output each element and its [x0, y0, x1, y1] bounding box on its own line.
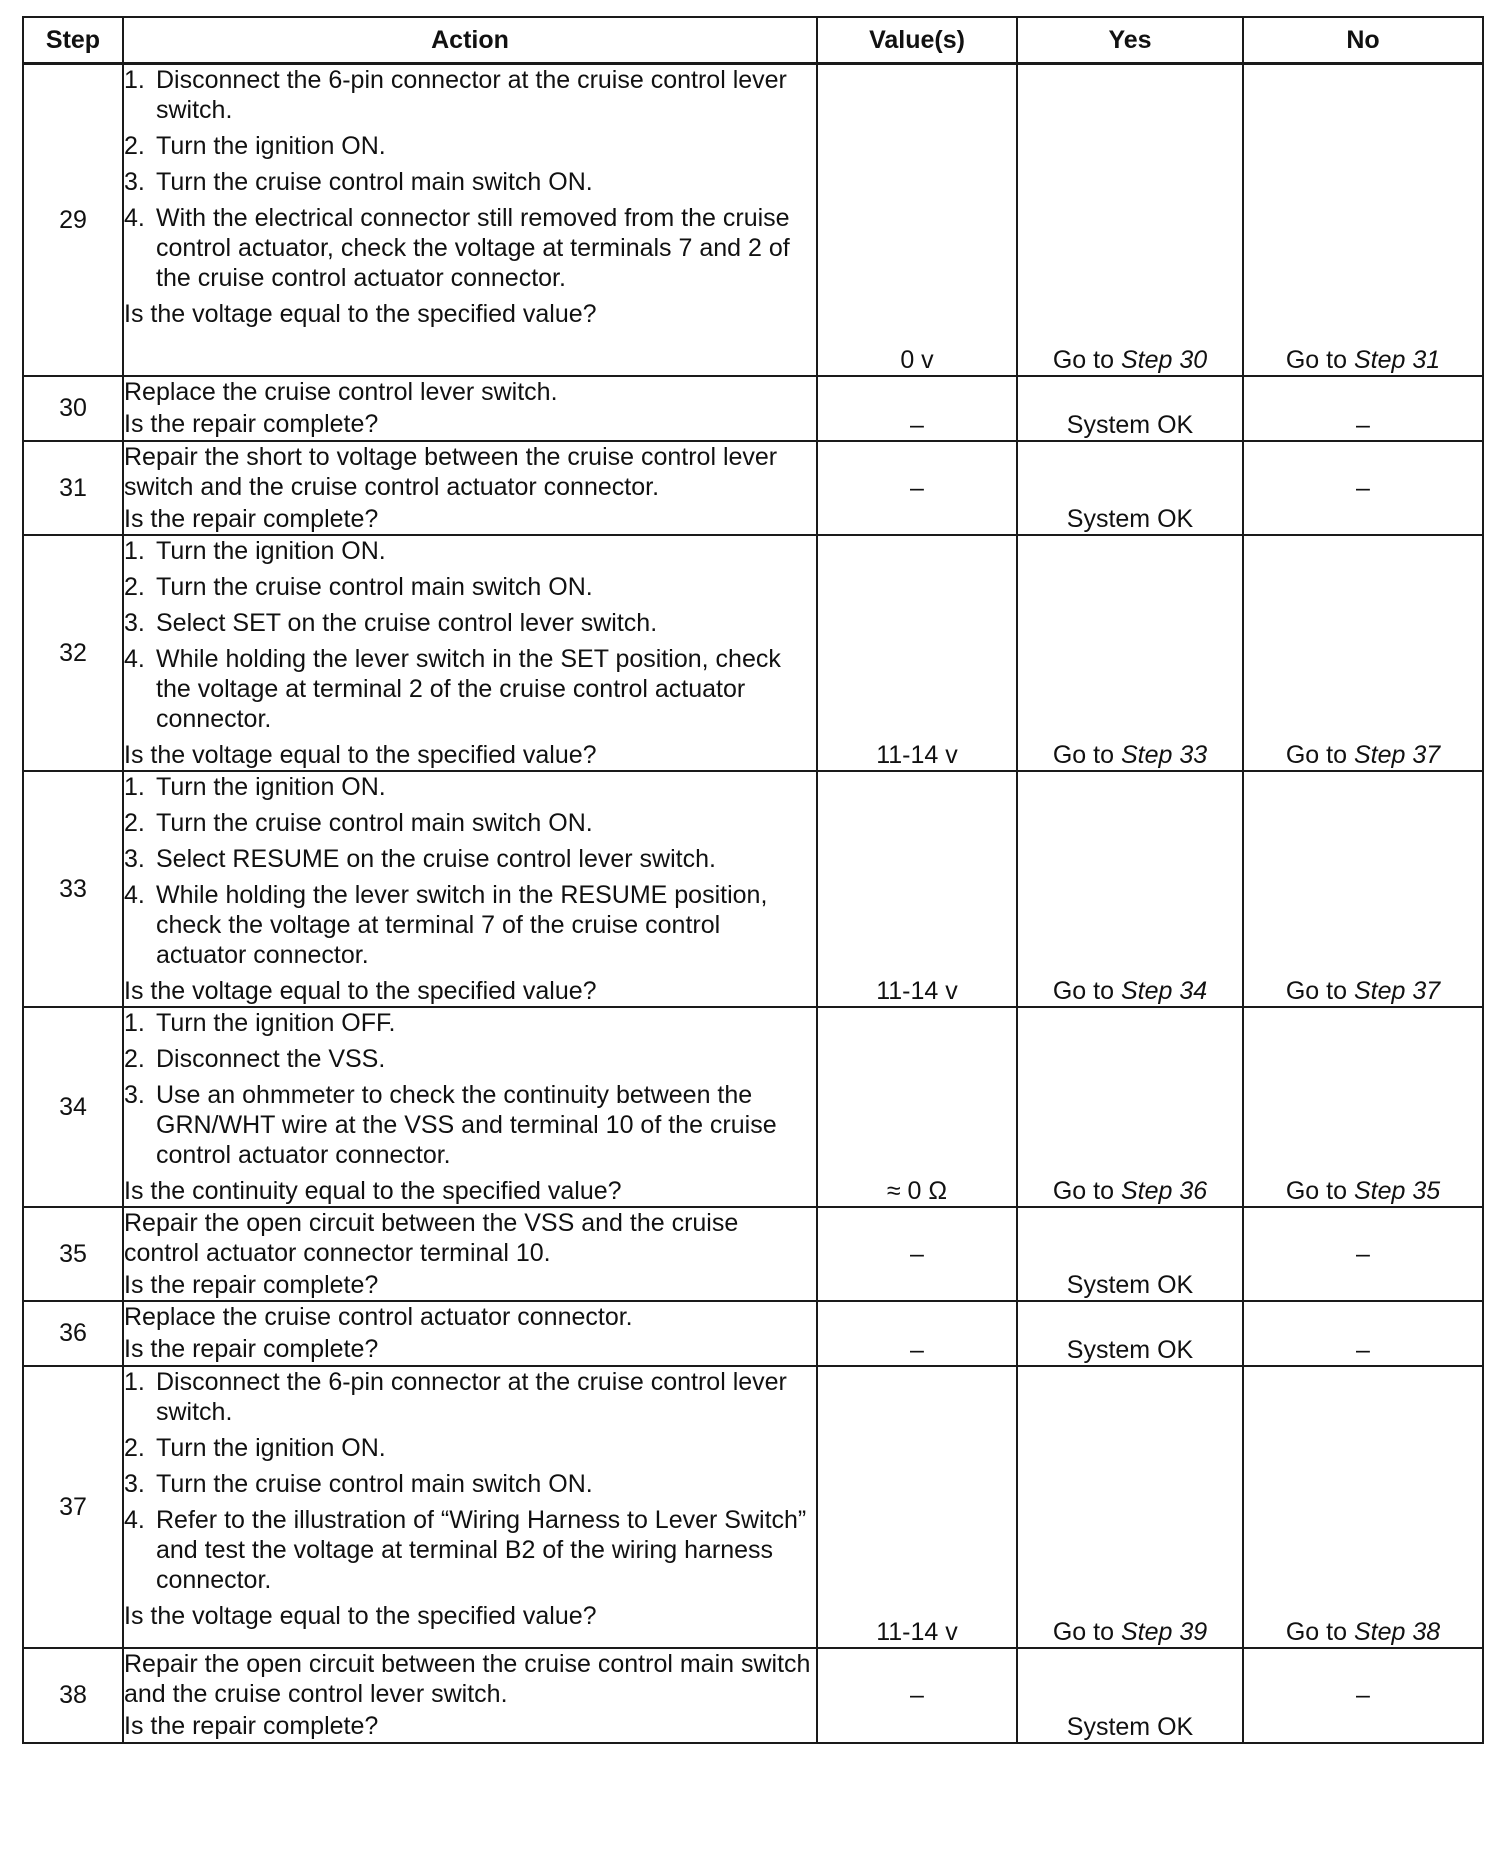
- action-cell: [123, 1366, 817, 1648]
- goto-step-link: Step 34: [1120, 976, 1208, 1005]
- goto-step-link: Step 37: [1353, 740, 1441, 769]
- table-row: [23, 1648, 1483, 1743]
- action-step: 3. Turn the cruise control main switch ON.: [124, 1469, 593, 1498]
- no-cell: –: [1243, 1648, 1483, 1743]
- step-number: 36: [23, 1301, 123, 1366]
- value-cell: ≈ 0 Ω: [817, 1007, 1017, 1207]
- yes-cell: Go to Step 30: [1017, 64, 1243, 376]
- action-cell: [123, 1007, 817, 1207]
- action-cell: [123, 535, 817, 771]
- action-step: 4. While holding the lever switch in the SET position, check the voltage at terminal 2 of the cruise control actuator connector.: [124, 644, 781, 733]
- goto-step-link: Step 31: [1353, 345, 1441, 374]
- action-steps: [124, 65, 816, 293]
- table-row: [23, 1366, 1483, 1648]
- table-row: [23, 1301, 1483, 1366]
- value-cell: –: [817, 1301, 1017, 1366]
- action-question: Is the repair complete?: [124, 504, 379, 533]
- action-question: Is the voltage equal to the specified value?: [124, 976, 597, 1005]
- goto-step-link: Step 38: [1353, 1617, 1441, 1646]
- yes-cell: System OK: [1017, 1648, 1243, 1743]
- table-row: [23, 376, 1483, 441]
- action-question: Is the repair complete?: [124, 409, 379, 438]
- action-steps: [124, 1367, 816, 1595]
- action-step: 2. Turn the cruise control main switch ON.: [124, 808, 593, 837]
- step-number: 30: [23, 376, 123, 441]
- action-step: 2. Turn the cruise control main switch ON.: [124, 572, 593, 601]
- action-step: 4. Refer to the illustration of “Wiring Harness to Lever Switch” and test the voltage at terminal B2 of the wiring harness connector.: [124, 1505, 807, 1594]
- action-step: 3. Turn the cruise control main switch ON.: [124, 168, 593, 196]
- step-number: 37: [23, 1366, 123, 1648]
- no-cell: –: [1243, 1207, 1483, 1301]
- action-step: 1. Turn the ignition OFF.: [124, 1008, 396, 1037]
- action-question: Is the voltage equal to the specified value?: [124, 1601, 597, 1630]
- no-cell: Go to Step 38: [1243, 1366, 1483, 1648]
- action-cell: [123, 1301, 817, 1366]
- yes-cell: System OK: [1017, 441, 1243, 535]
- action-text: Repair the short to voltage between the cruise control lever switch and the cruise control actuator connector.: [124, 442, 778, 501]
- goto-step-link: Step 33: [1120, 740, 1208, 769]
- action-step: 4. With the electrical connector still removed from the cruise control actuator, check the voltage at terminals 7 and 2 of the cruise control actuator connector.: [124, 204, 790, 292]
- value-cell: 0 v: [817, 64, 1017, 376]
- action-step: 2. Disconnect the VSS.: [124, 1044, 386, 1073]
- action-step: 3. Select SET on the cruise control lever switch.: [124, 608, 658, 637]
- no-cell: –: [1243, 376, 1483, 441]
- action-cell: [123, 64, 817, 376]
- action-text: Replace the cruise control lever switch.: [124, 377, 558, 406]
- action-step: 1. Turn the ignition ON.: [124, 536, 386, 565]
- action-question: Is the repair complete?: [124, 1711, 379, 1740]
- header-row: [23, 17, 1483, 64]
- action-question: Is the voltage equal to the specified value?: [124, 740, 597, 769]
- action-text: Replace the cruise control actuator connector.: [124, 1302, 633, 1331]
- no-cell: Go to Step 31: [1243, 64, 1483, 376]
- table-row: [23, 1207, 1483, 1301]
- yes-cell: Go to Step 36: [1017, 1007, 1243, 1207]
- step-number: 29: [23, 64, 123, 376]
- action-step: 1. Turn the ignition ON.: [124, 772, 386, 801]
- goto-step-link: Step 37: [1353, 976, 1441, 1005]
- no-cell: –: [1243, 1301, 1483, 1366]
- goto-step-link: Step 35: [1353, 1176, 1441, 1205]
- action-text: Repair the open circuit between the cruise control main switch and the cruise control lever switch.: [124, 1649, 811, 1708]
- step-number: 32: [23, 535, 123, 771]
- yes-cell: System OK: [1017, 376, 1243, 441]
- action-cell: [123, 1207, 817, 1301]
- goto-step-link: Step 36: [1120, 1176, 1208, 1205]
- value-cell: –: [817, 1648, 1017, 1743]
- action-question: Is the voltage equal to the specified value?: [124, 300, 597, 328]
- action-question: Is the repair complete?: [124, 1334, 379, 1363]
- yes-cell: Go to Step 33: [1017, 535, 1243, 771]
- yes-cell: Go to Step 39: [1017, 1366, 1243, 1648]
- action-steps: [124, 536, 816, 734]
- action-step: 2. Turn the ignition ON.: [124, 132, 386, 160]
- header-yes: Yes: [1017, 17, 1243, 64]
- action-cell: [123, 1648, 817, 1743]
- header-step: Step: [23, 17, 123, 64]
- value-cell: –: [817, 441, 1017, 535]
- goto-step-link: Step 39: [1120, 1617, 1208, 1646]
- header-no: No: [1243, 17, 1483, 64]
- action-step: 2. Turn the ignition ON.: [124, 1433, 386, 1462]
- action-step: 1. Disconnect the 6-pin connector at the cruise control lever switch.: [124, 66, 787, 124]
- value-cell: 11-14 v: [817, 535, 1017, 771]
- value-cell: 11-14 v: [817, 1366, 1017, 1648]
- action-cell: [123, 441, 817, 535]
- step-number: 31: [23, 441, 123, 535]
- yes-cell: Go to Step 34: [1017, 771, 1243, 1007]
- table-row: [23, 1007, 1483, 1207]
- yes-cell: System OK: [1017, 1207, 1243, 1301]
- value-cell: –: [817, 1207, 1017, 1301]
- action-cell: [123, 376, 817, 441]
- action-steps: [124, 1008, 816, 1170]
- action-text: Repair the open circuit between the VSS and the cruise control actuator connector terminal 10.: [124, 1208, 739, 1267]
- no-cell: Go to Step 37: [1243, 771, 1483, 1007]
- table-row: [23, 771, 1483, 1007]
- action-question: Is the repair complete?: [124, 1270, 379, 1299]
- step-number: 34: [23, 1007, 123, 1207]
- action-steps: [124, 772, 816, 970]
- header-action: Action: [123, 17, 817, 64]
- goto-step-link: Step 30: [1120, 345, 1208, 374]
- table-row: [23, 535, 1483, 771]
- action-question: Is the continuity equal to the specified value?: [124, 1176, 622, 1205]
- table-row: [23, 64, 1483, 376]
- header-values: Value(s): [817, 17, 1017, 64]
- table-row: [23, 441, 1483, 535]
- action-step: 3. Select RESUME on the cruise control lever switch.: [124, 844, 716, 873]
- yes-cell: System OK: [1017, 1301, 1243, 1366]
- diagnostic-table: [22, 16, 1484, 1744]
- action-step: 4. While holding the lever switch in the RESUME position, check the voltage at terminal 7 of the cruise control actuator connector.: [124, 880, 768, 969]
- no-cell: Go to Step 35: [1243, 1007, 1483, 1207]
- no-cell: Go to Step 37: [1243, 535, 1483, 771]
- action-cell: [123, 771, 817, 1007]
- action-step: 1. Disconnect the 6-pin connector at the cruise control lever switch.: [124, 1367, 787, 1426]
- action-step: 3. Use an ohmmeter to check the continuity between the GRN/WHT wire at the VSS and terminal 10 of the cruise control actuator connector.: [124, 1080, 777, 1169]
- value-cell: 11-14 v: [817, 771, 1017, 1007]
- no-cell: –: [1243, 441, 1483, 535]
- value-cell: –: [817, 376, 1017, 441]
- step-number: 33: [23, 771, 123, 1007]
- step-number: 35: [23, 1207, 123, 1301]
- step-number: 38: [23, 1648, 123, 1743]
